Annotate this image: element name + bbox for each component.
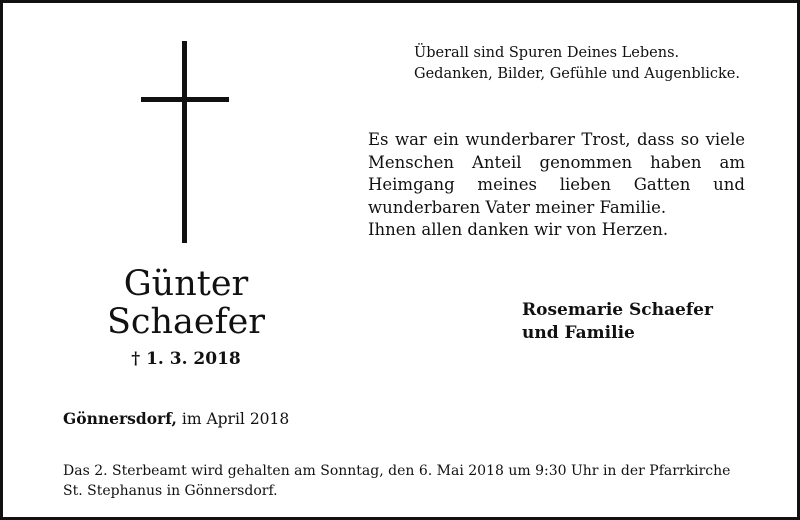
motto-line: Überall sind Spuren Deines Lebens. [414,45,680,61]
place-date [63,408,463,430]
signature [522,299,762,345]
death-date: † 1. 3. 2018 [131,349,241,369]
service-line: St. Stephanus in Gönnersdorf. [63,483,278,499]
thanks-line: Heimgang meines lieben Gatten und [368,175,745,194]
thanks-line: Menschen Anteil genommen haben am [368,152,745,172]
thanks-line: Ihnen allen danken wir von Herzen. [368,220,669,239]
service-notice [63,461,753,501]
signature-family: und Familie [522,323,635,343]
motto-line: Gedanken, Bilder, Gefühle und Augenblicke. [414,66,740,82]
service-line: Das 2. Sterbeamt wird gehalten am Sonntag, den 6. Mai 2018 um 9:30 Uhr in der Pfarrkirche [63,463,731,479]
cross-icon [141,41,229,243]
cross-horizontal-beam [141,97,229,102]
thanks-line: wunderbaren Vater meiner Familie. [368,197,667,217]
deceased-name [61,265,311,341]
thanks-line: Es war ein wunderbarer Trost, dass so viele [368,130,745,149]
place-month: im April 2018 [176,410,290,428]
motto [414,43,764,85]
deceased-last-name: Schaefer [106,302,266,342]
place-town: Gönnersdorf, [63,409,177,428]
cross-vertical-beam [182,41,187,243]
thanks-text [368,129,745,242]
deceased-first-name: Günter [123,264,249,304]
signature-name: Rosemarie Schaefer [522,300,713,320]
